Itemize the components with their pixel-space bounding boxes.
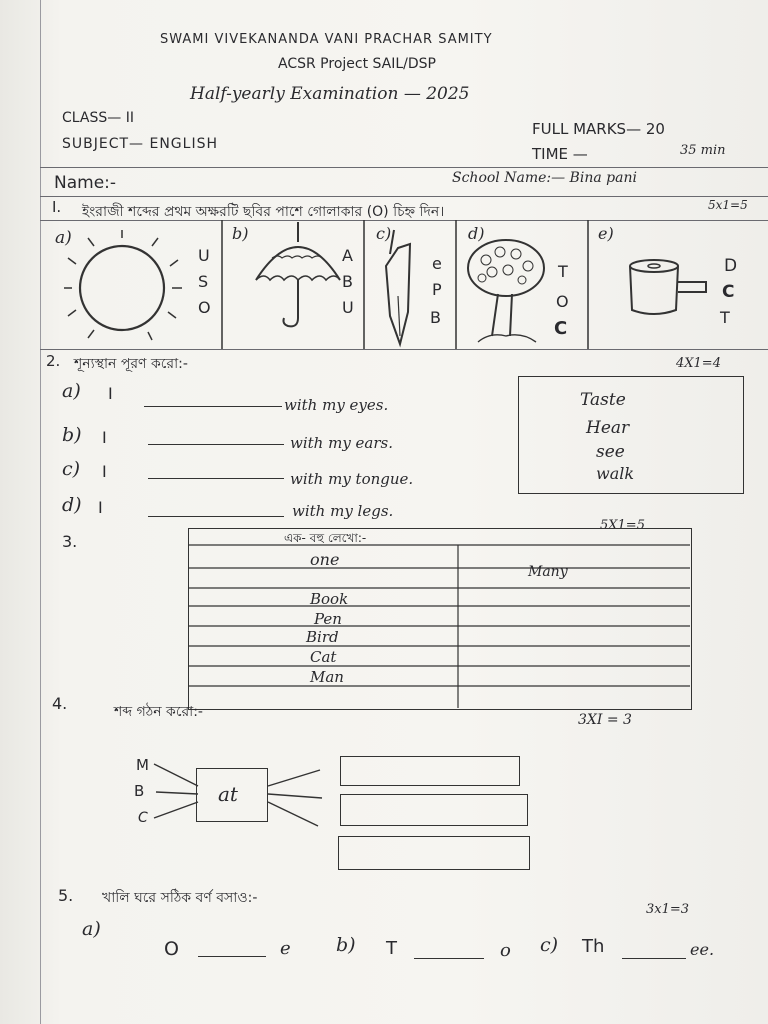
q2-word-1: Taste [580,390,626,410]
q4-answer-box-2[interactable] [340,794,528,826]
q1-item-b-option-2: B [342,272,353,291]
subject-label: SUBJECT— ENGLISH [62,136,218,152]
q1-item-e-option-3: T [720,308,730,327]
q1-item-a-option-3: O [198,298,211,317]
q1-item-b-option-1: A [342,246,353,265]
q5-item-c-end: ee. [690,940,715,959]
q2-row-b-label: b) [62,424,82,446]
sun-icon [64,230,194,340]
q5-item-b-blank[interactable] [414,958,484,959]
q3-instruction: এক- বহু লেখো:- [284,531,367,545]
name-label: Name:- [54,173,117,193]
exam-title: Half-yearly Examination — 2025 [190,84,470,104]
q1-item-d-option-1: T [558,262,568,281]
q4-answer-box-3[interactable] [338,836,530,870]
q1-instruction: ইংরাজী শব্দের প্রথম অক্ষরটি ছবির পাশে গোলাকার (O) চিহ্ন দিন। [82,204,445,220]
full-marks: FULL MARKS— 20 [532,120,665,138]
q2-row-b-subject: I [102,428,107,447]
q2-row-b-blank[interactable] [148,444,284,445]
q1-number: I. [52,198,62,216]
q1-item-a-option-1: U [198,246,210,265]
cup-icon [626,256,716,336]
q3-row-5: Man [310,668,344,686]
pen-icon [380,226,430,346]
q4-letter-3: C [138,810,148,826]
tree-icon [462,238,552,348]
q4-letter-1: M [136,756,149,774]
q2-row-a-subject: I [108,384,113,403]
q3-header-many: Many [528,564,568,580]
q2-row-c-label: c) [62,458,81,480]
q5-item-a-blank[interactable] [198,956,266,957]
q1-item-b-label: b) [232,224,249,243]
q3-row-1: Book [310,590,349,608]
q1-item-b-option-3: U [342,298,354,317]
name-rule [40,196,768,197]
q1-item-a-label: a) [55,228,72,248]
q2-row-a-blank[interactable] [144,406,282,407]
q1-item-c-option-3: B [430,308,441,327]
header-rule [40,167,768,168]
umbrella-icon [252,220,352,330]
q2-row-c-tail: with my tongue. [290,470,414,488]
q5-number: 5. [58,886,74,905]
q5-item-c-blank[interactable] [622,958,686,959]
q5-item-b-label: b) [336,934,356,956]
q1-item-e-option-1: D [724,256,738,276]
q1-item-c-option-2: P [432,280,442,299]
q5-item-a-end: e [280,938,291,959]
q2-word-3: see [596,442,625,462]
q3-table-lines [188,528,690,708]
q2-row-d-label: d) [62,494,82,516]
q4-instruction: শব্দ গঠন করো:- [114,704,203,720]
q1-item-d-option-3: C [554,318,568,339]
q1-item-e-option-2: C [722,282,735,302]
class-label: CLASS— II [62,110,134,126]
q3-row-3: Bird [306,628,339,646]
q2-marks: 4X1=4 [676,356,721,371]
q4-marks: 3XI = 3 [578,712,632,728]
q5-marks: 3x1=3 [646,902,690,917]
q1-item-c-label: c) [376,224,392,243]
q3-marks: 5X1=5 [600,518,645,533]
q2-row-a-tail: with my eyes. [284,396,389,414]
q5-instruction: খালি ঘরে সঠিক বর্ণ বসাও:- [102,890,258,906]
margin-line [40,0,41,1024]
school-name: School Name:— Bina pani [452,170,637,186]
q2-number: 2. [46,352,61,370]
q1-item-c-option-1: e [432,254,442,273]
q5-item-c-start: Th [582,936,605,957]
q2-row-b-tail: with my ears. [290,434,394,452]
q3-row-2: Pen [314,610,342,628]
q5-item-c-label: c) [540,934,559,956]
q4-letter-2: B [134,782,145,800]
q3-row-4: Cat [310,648,337,666]
q2-row-d-subject: I [98,498,103,517]
q2-word-4: walk [596,464,635,483]
q5-item-a-start: O [164,938,179,960]
q4-answer-box-1[interactable] [340,756,520,786]
q1-marks: 5x1=5 [708,198,748,212]
q4-center-text: at [218,782,238,806]
q1-item-a-option-2: S [198,272,209,291]
q2-row-c-subject: I [102,462,107,481]
q2-row-a-label: a) [62,380,81,402]
time-label: TIME — [532,145,588,163]
org-name: SWAMI VIVEKANANDA VANI PRACHAR SAMITY [160,32,493,47]
q5-item-b-start: T [386,938,397,959]
q3-header-one: one [310,550,340,569]
q1-item-e-label: e) [598,224,614,243]
q1-item-d-label: d) [468,224,485,243]
q5-a-label: a) [82,918,101,940]
q2-row-d-blank[interactable] [148,516,284,517]
time-value: 35 min [680,143,726,158]
q1-item-d-option-2: O [556,292,569,311]
q4-number: 4. [52,694,68,713]
q2-row-c-blank[interactable] [148,478,284,479]
q5-item-b-end: o [500,940,511,961]
q2-instruction: শূন্যস্থান পূরণ করো:- [74,356,188,372]
q3-number: 3. [62,532,78,551]
project-name: ACSR Project SAIL/DSP [278,56,436,72]
q2-row-d-tail: with my legs. [292,502,394,520]
q2-word-2: Hear [586,418,630,438]
